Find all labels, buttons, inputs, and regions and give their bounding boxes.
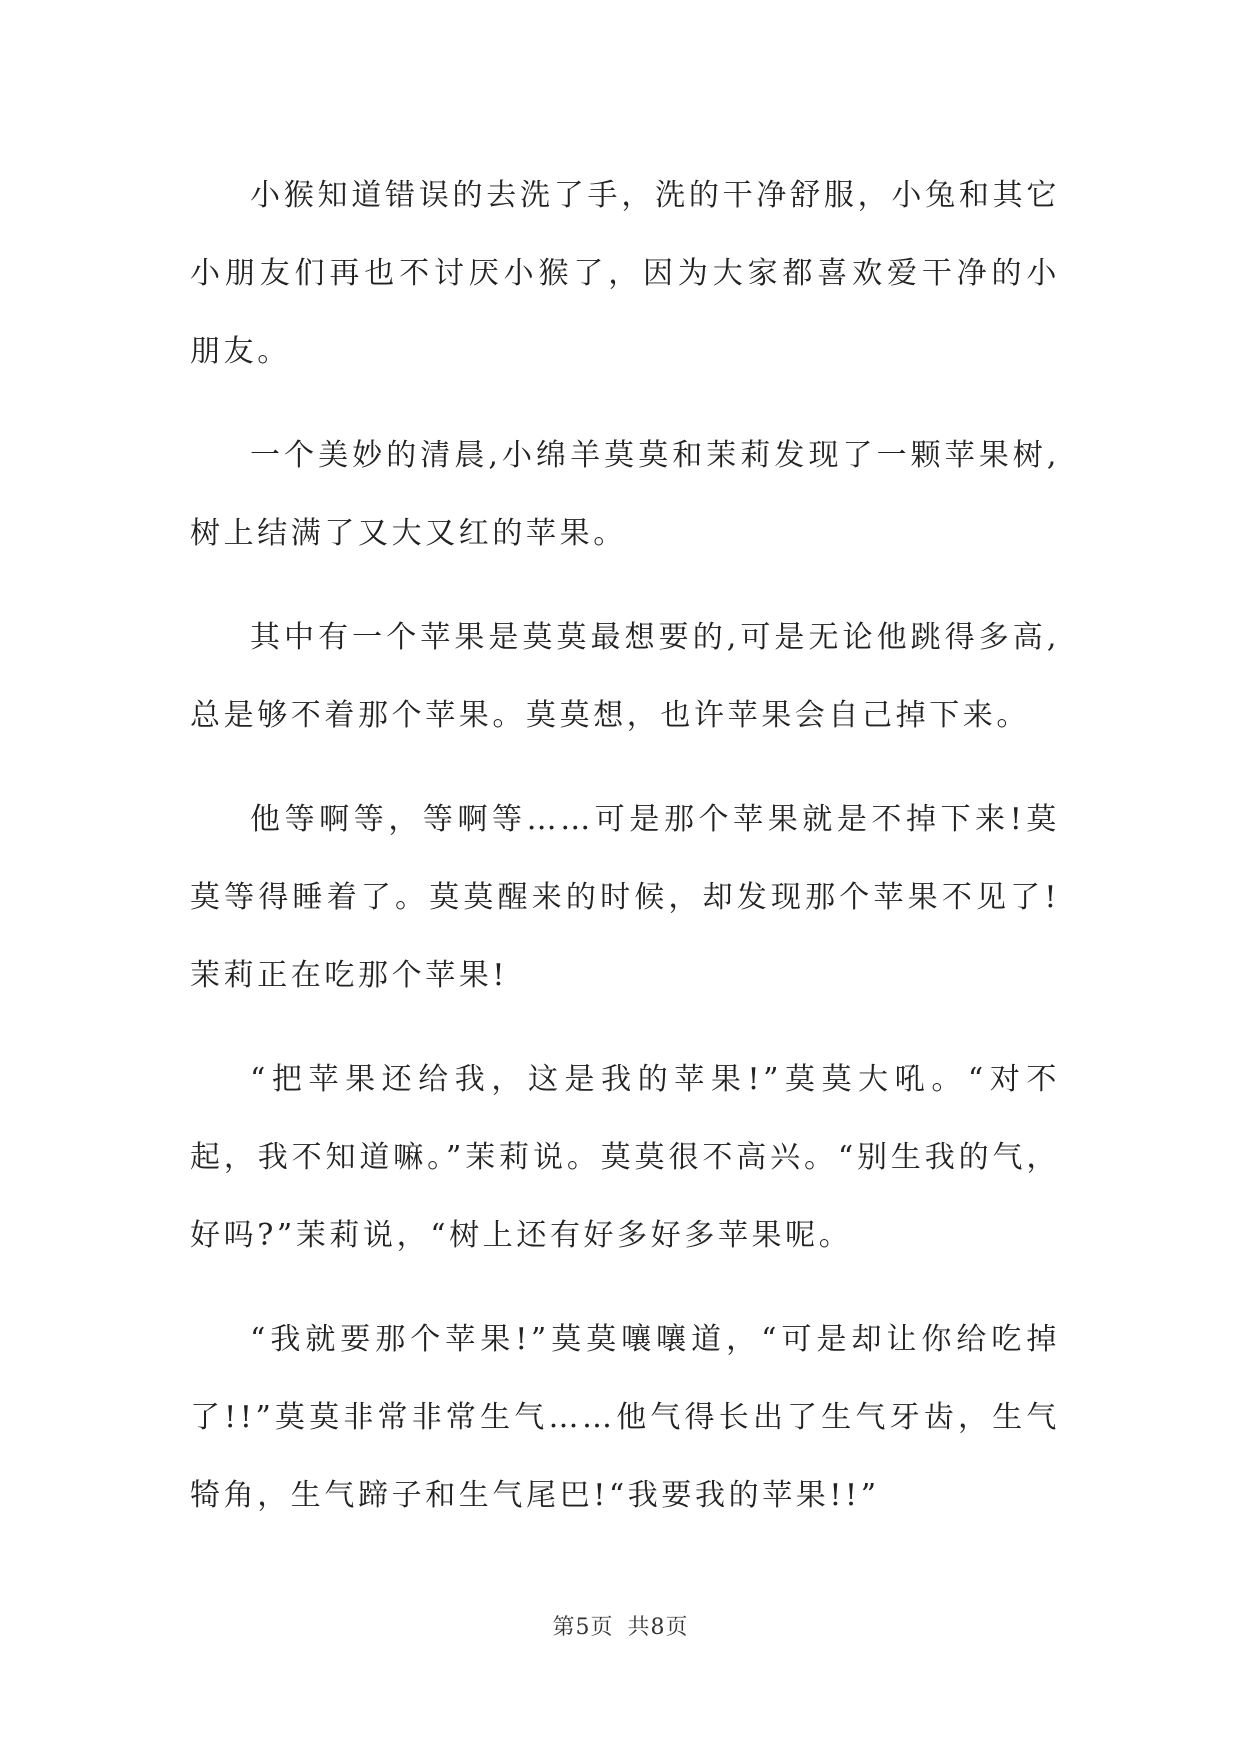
page-total: 共8页 [627, 1615, 689, 1640]
paragraph: “我就要那个苹果!”莫莫嚷嚷道，“可是却让你给吃掉了!!”莫莫非常非常生气……他气得长出了生气牙齿，生气犄角，生气蹄子和生气尾巴!“我要我的苹果!!” [190, 1322, 1060, 1513]
page-number: 第5页 [552, 1615, 614, 1640]
paragraph: “把苹果还给我，这是我的苹果!”莫莫大吼。“对不起，我不知道嘛。”茉莉说。莫莫很不高兴。“别生我的气，好吗?”茉莉说，“树上还有好多好多苹果呢。 [190, 1062, 1060, 1253]
paragraph: 小猴知道错误的去洗了手，洗的干净舒服，小兔和其它小朋友们再也不讨厌小猴了，因为大家都喜欢爱干净的小朋友。 [190, 178, 1060, 369]
paragraph: 他等啊等，等啊等……可是那个苹果就是不掉下来!莫莫等得睡着了。莫莫醒来的时候，却发现那个苹果不见了!茉莉正在吃那个苹果! [190, 802, 1060, 993]
page-footer [0, 1610, 1241, 1641]
paragraph: 其中有一个苹果是莫莫最想要的,可是无论他跳得多高,总是够不着那个苹果。莫莫想，也许苹果会自己掉下来。 [190, 620, 1060, 733]
paragraph: 一个美妙的清晨,小绵羊莫莫和茉莉发现了一颗苹果树,树上结满了又大又红的苹果。 [190, 438, 1060, 551]
document-body [190, 157, 1060, 1561]
